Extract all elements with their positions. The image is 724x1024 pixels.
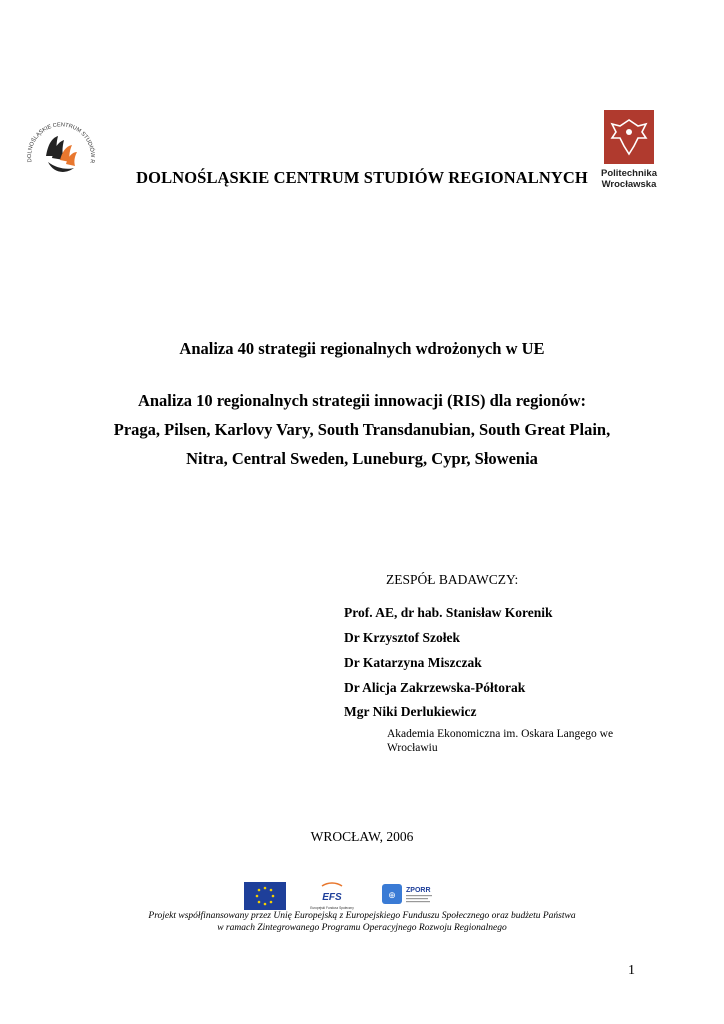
affiliation	[387, 727, 647, 755]
city-year: WROCŁAW, 2006	[310, 829, 414, 844]
efs-logo	[310, 883, 354, 910]
subtitle-line-2: Praga, Pilsen, Karlovy Vary, South Transdanubian, South Great Plain,	[113, 420, 611, 439]
header-title: DOLNOŚLĄSKIE CENTRUM STUDIÓW REGIONALNYCH	[136, 168, 588, 187]
funding-note-line-1: Projekt współfinansowany przez Unię Europejską z Europejskiego Funduszu Społecznego oraz budżetu Państwa	[148, 911, 576, 921]
team-member: Dr Alicja Zakrzewska-Półtorak	[344, 680, 526, 695]
funding-note-line-2: w ramach Zintegrowanego Programu Operacyjnego Rozwoju Regionalnego	[217, 923, 507, 933]
page-number: 1	[628, 963, 635, 978]
dcsr-logo-text: DOLNOŚLĄSKIE CENTRUM STUDIÓW R	[26, 122, 96, 164]
subtitle-line-3: Nitra, Central Sweden, Luneburg, Cypr, Słowenia	[186, 449, 538, 468]
efs-logo-subtext: Europejski Fundusz Społeczny	[310, 906, 354, 910]
team-member: Mgr Niki Derlukiewicz	[344, 704, 477, 719]
funding-note	[0, 910, 724, 934]
funding-logos	[244, 880, 454, 912]
team-member: Dr Katarzyna Miszczak	[344, 655, 482, 670]
subtitle-block	[40, 386, 684, 473]
team-member: Prof. AE, dr hab. Stanisław Korenik	[344, 605, 553, 620]
team-heading: ZESPÓŁ BADAWCZY:	[386, 572, 519, 587]
main-title: Analiza 40 strategii regionalnych wdrożonych w UE	[179, 339, 545, 358]
subtitle-line-1: Analiza 10 regionalnych strategii innowacji (RIS) dla regionów:	[137, 391, 587, 410]
affiliation-line-2: Wrocławiu	[387, 742, 438, 754]
pwr-logo-line2: Wrocławska	[601, 179, 657, 190]
pwr-logo-line1: Politechnika	[601, 168, 657, 179]
zporr-logo-text: ZPORR	[406, 887, 431, 894]
efs-logo-text: EFS	[322, 892, 342, 903]
zporr-logo	[382, 884, 432, 904]
svg-text:⊕: ⊕	[388, 890, 396, 900]
eu-flag-icon	[244, 882, 286, 910]
team-member: Dr Krzysztof Szołek	[344, 630, 460, 645]
affiliation-line-1: Akademia Ekonomiczna im. Oskara Langego we	[387, 728, 614, 740]
